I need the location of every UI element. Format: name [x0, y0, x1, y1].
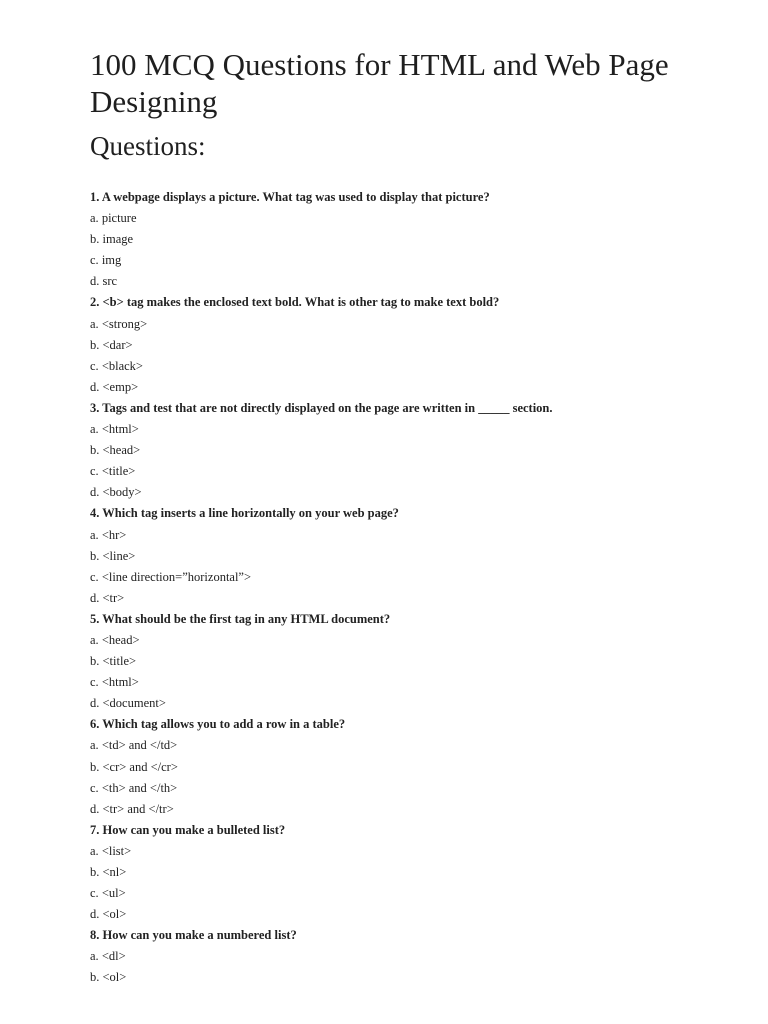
option-text: <td> and </td> — [101, 738, 178, 753]
answer-option — [90, 208, 730, 229]
answer-option — [90, 525, 730, 546]
option-letter: a. — [90, 949, 99, 964]
option-text: <body> — [102, 485, 142, 500]
option-text: <head> — [101, 632, 140, 647]
answer-option — [90, 567, 730, 588]
option-letter: c. — [90, 569, 99, 584]
option-letter: c. — [90, 253, 99, 268]
option-letter: c. — [90, 886, 99, 901]
answer-option — [90, 672, 730, 693]
answer-option — [90, 314, 730, 335]
option-text: img — [101, 253, 122, 268]
option-letter: c. — [90, 464, 99, 479]
option-text: <emp> — [102, 379, 139, 394]
option-letter: d. — [90, 274, 100, 289]
question-item — [90, 609, 730, 714]
answer-option — [90, 271, 730, 292]
question-prompt: Which tag inserts a line horizontally on your web page? — [102, 506, 399, 521]
question-prompt: <b> tag makes the enclosed text bold. What is other tag to make text bold? — [102, 295, 500, 310]
question-text — [90, 503, 730, 524]
question-list — [90, 187, 730, 989]
document-page — [90, 0, 730, 989]
option-text: <strong> — [101, 316, 148, 331]
question-text — [90, 820, 730, 841]
question-number: 4. — [90, 506, 100, 521]
option-letter: d. — [90, 907, 100, 922]
option-letter: d. — [90, 485, 100, 500]
option-text: <dl> — [101, 949, 126, 964]
option-text: <th> and </th> — [101, 780, 178, 795]
question-number: 2. — [90, 295, 100, 310]
question-prompt: How can you make a numbered list? — [102, 928, 297, 943]
answer-option — [90, 883, 730, 904]
question-text — [90, 187, 730, 208]
option-letter: b. — [90, 654, 100, 669]
question-text — [90, 714, 730, 735]
answer-option — [90, 757, 730, 778]
option-text: <line direction=”horizontal”> — [101, 569, 252, 584]
option-letter: b. — [90, 443, 100, 458]
option-letter: b. — [90, 337, 100, 352]
document-title: 100 MCQ Questions for HTML and Web Page Designing — [90, 47, 669, 119]
question-item — [90, 925, 730, 988]
question-item — [90, 292, 730, 397]
answer-option — [90, 229, 730, 250]
question-number: 3. — [90, 400, 100, 415]
option-text: <dar> — [102, 337, 133, 352]
option-text: <cr> and </cr> — [102, 759, 178, 774]
question-prompt: How can you make a bulleted list? — [102, 822, 286, 837]
answer-option — [90, 841, 730, 862]
option-letter: c. — [90, 358, 99, 373]
option-letter: a. — [90, 527, 99, 542]
option-text: <tr> — [102, 590, 125, 605]
answer-option — [90, 799, 730, 820]
question-number: 6. — [90, 717, 100, 732]
option-letter: d. — [90, 696, 100, 711]
answer-option — [90, 862, 730, 883]
answer-option — [90, 440, 730, 461]
option-text: <ol> — [102, 970, 127, 985]
option-text: <list> — [101, 843, 132, 858]
option-text: <html> — [101, 422, 139, 437]
option-letter: a. — [90, 316, 99, 331]
option-letter: d. — [90, 801, 100, 816]
answer-option — [90, 967, 730, 988]
option-text: <ul> — [101, 886, 126, 901]
option-letter: c. — [90, 675, 99, 690]
option-letter: a. — [90, 843, 99, 858]
option-text: <line> — [102, 548, 136, 563]
answer-option — [90, 778, 730, 799]
question-item — [90, 187, 730, 292]
question-item — [90, 398, 730, 503]
option-letter: a. — [90, 632, 99, 647]
answer-option — [90, 651, 730, 672]
option-letter: a. — [90, 738, 99, 753]
option-text: <html> — [101, 675, 139, 690]
option-text: <head> — [102, 443, 141, 458]
answer-option — [90, 904, 730, 925]
answer-option — [90, 693, 730, 714]
option-text: picture — [101, 211, 137, 226]
question-item — [90, 714, 730, 819]
option-text: image — [102, 232, 134, 247]
answer-option — [90, 482, 730, 503]
answer-option — [90, 461, 730, 482]
answer-option — [90, 946, 730, 967]
option-text: <nl> — [102, 865, 127, 879]
answer-option — [90, 546, 730, 567]
option-letter: a. — [90, 211, 99, 226]
option-letter: b. — [90, 232, 100, 247]
answer-option — [90, 735, 730, 756]
question-prompt: What should be the first tag in any HTML document? — [102, 611, 391, 626]
question-text — [90, 292, 730, 313]
question-item — [90, 503, 730, 608]
answer-option — [90, 377, 730, 398]
question-prompt: Which tag allows you to add a row in a table? — [102, 717, 346, 732]
option-letter: d. — [90, 379, 100, 394]
answer-option — [90, 588, 730, 609]
option-text: <ol> — [102, 907, 127, 922]
question-prompt: A webpage displays a picture. What tag was used to display that picture? — [101, 190, 490, 204]
answer-option — [90, 419, 730, 440]
question-number: 5. — [90, 611, 100, 626]
option-letter: d. — [90, 590, 100, 605]
answer-option — [90, 630, 730, 651]
question-text — [90, 398, 730, 419]
option-text: <hr> — [101, 527, 127, 542]
question-text — [90, 925, 730, 946]
option-letter: b. — [90, 548, 100, 563]
question-number: 8. — [90, 928, 100, 943]
option-letter: a. — [90, 422, 99, 437]
option-letter: b. — [90, 970, 100, 985]
answer-option — [90, 335, 730, 356]
option-letter: c. — [90, 780, 99, 795]
question-item — [90, 820, 730, 925]
question-text — [90, 609, 730, 630]
option-text: <tr> and </tr> — [102, 801, 174, 816]
section-heading: Questions: — [90, 131, 206, 161]
option-letter: b. — [90, 865, 100, 879]
option-text: <title> — [101, 464, 136, 479]
question-number: 7. — [90, 822, 100, 837]
answer-option — [90, 250, 730, 271]
option-text: src — [102, 274, 118, 289]
option-letter: b. — [90, 759, 100, 774]
question-number: 1. — [90, 190, 100, 204]
question-prompt: Tags and test that are not directly displayed on the page are written in _____ section. — [102, 400, 553, 415]
option-text: <black> — [101, 358, 143, 373]
answer-option — [90, 356, 730, 377]
option-text: <document> — [102, 696, 166, 711]
option-text: <title> — [102, 654, 137, 669]
